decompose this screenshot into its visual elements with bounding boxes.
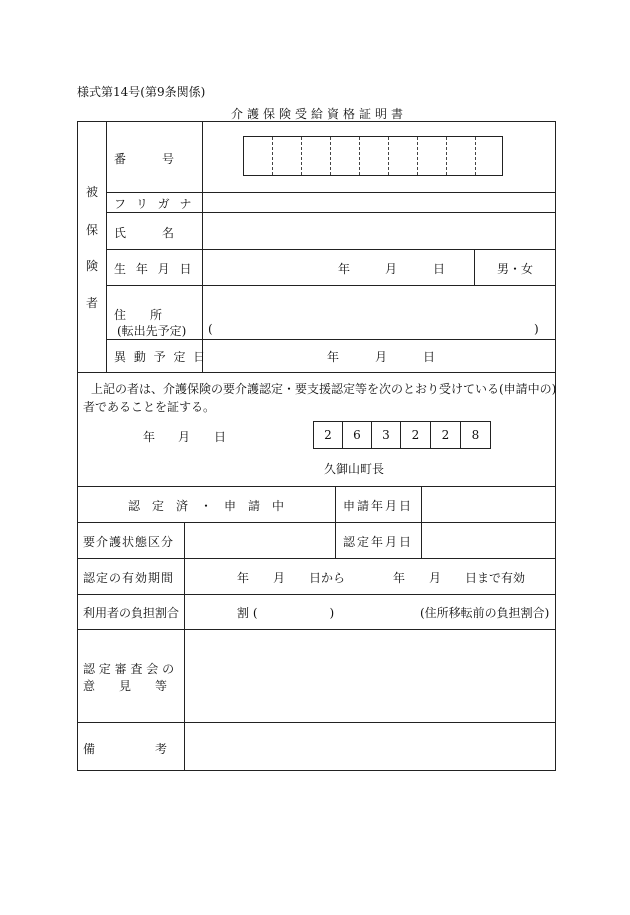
- address-close-paren: ): [534, 322, 539, 336]
- insured-label-1: 被: [86, 185, 99, 199]
- issuer-name: 久御山町長: [324, 462, 385, 476]
- insurer-code-digit: 8: [460, 421, 491, 449]
- move-date-label: 異 動 予 定 日: [114, 350, 208, 364]
- gender-selector[interactable]: 男・女: [497, 262, 534, 276]
- name-label: 氏 名: [114, 226, 175, 240]
- committee-opinion-label-1: 認 定 審 査 会 の: [83, 662, 175, 676]
- insured-label-2: 保: [86, 223, 99, 237]
- birth-date-label: 生 年 月 日: [114, 262, 195, 276]
- birth-day-unit: 日: [433, 262, 446, 276]
- address-open-paren: (: [208, 322, 213, 336]
- certification-status[interactable]: 認 定 済 ・ 申 請 中: [128, 499, 285, 513]
- furigana-label: フ リ ガ ナ: [114, 197, 195, 211]
- committee-opinion-label-2: 意 見 等: [83, 679, 168, 693]
- address-sub-label: (転出先予定): [117, 324, 187, 338]
- insurer-code-digit: 2: [400, 421, 431, 449]
- care-level-label: 要介護状態区分: [83, 535, 175, 549]
- insurer-code-digit: 2: [430, 421, 461, 449]
- insurer-code-digit: 6: [342, 421, 372, 449]
- burden-ratio-field[interactable]: 割 ( ): [237, 606, 335, 620]
- validity-period-label: 認定の有効期間: [83, 571, 175, 585]
- burden-ratio-label: 利用者の負担割合: [83, 606, 180, 620]
- move-month-unit: 月: [375, 350, 388, 364]
- validity-period-text: 年 月 日から 年 月 日まで有効: [237, 571, 526, 585]
- committee-opinion-field[interactable]: [186, 631, 554, 721]
- insured-number-field[interactable]: [243, 136, 503, 176]
- form-number: 様式第14号(第9条関係): [77, 85, 206, 99]
- address-label: 住 所: [114, 308, 163, 322]
- application-date-label: 申請年月日: [343, 499, 414, 513]
- move-year-unit: 年: [327, 350, 340, 364]
- issue-month-unit: 月: [178, 430, 191, 444]
- remarks-label: 備 考: [83, 742, 168, 756]
- insurer-code-digit: 2: [313, 421, 343, 449]
- birth-month-unit: 月: [385, 262, 398, 276]
- document-title: 介護保険受給資格証明書: [230, 107, 407, 121]
- certificate-text-line2: 者であることを証する。: [83, 400, 216, 414]
- birth-year-unit: 年: [338, 262, 351, 276]
- certification-date-field[interactable]: [423, 524, 554, 557]
- certificate-text-line1: 上記の者は、介護保険の要介護認定・要支援認定等を次のとおり受けている(申請中の): [91, 382, 557, 396]
- remarks-field[interactable]: [186, 724, 554, 769]
- address-field[interactable]: [204, 287, 554, 337]
- issue-year-unit: 年: [143, 430, 156, 444]
- furigana-field[interactable]: [204, 194, 554, 211]
- issue-day-unit: 日: [214, 430, 227, 444]
- care-level-field[interactable]: [186, 524, 334, 557]
- insured-label-3: 険: [86, 259, 99, 273]
- certification-date-label: 認定年月日: [343, 535, 414, 549]
- insurer-code-digit: 3: [371, 421, 401, 449]
- insured-label-4: 者: [86, 296, 99, 310]
- burden-ratio-note: (住所移転前の負担割合): [420, 606, 550, 620]
- number-label: 番 号: [114, 152, 175, 166]
- name-field[interactable]: [204, 214, 554, 248]
- application-date-field[interactable]: [423, 488, 554, 521]
- move-day-unit: 日: [423, 350, 436, 364]
